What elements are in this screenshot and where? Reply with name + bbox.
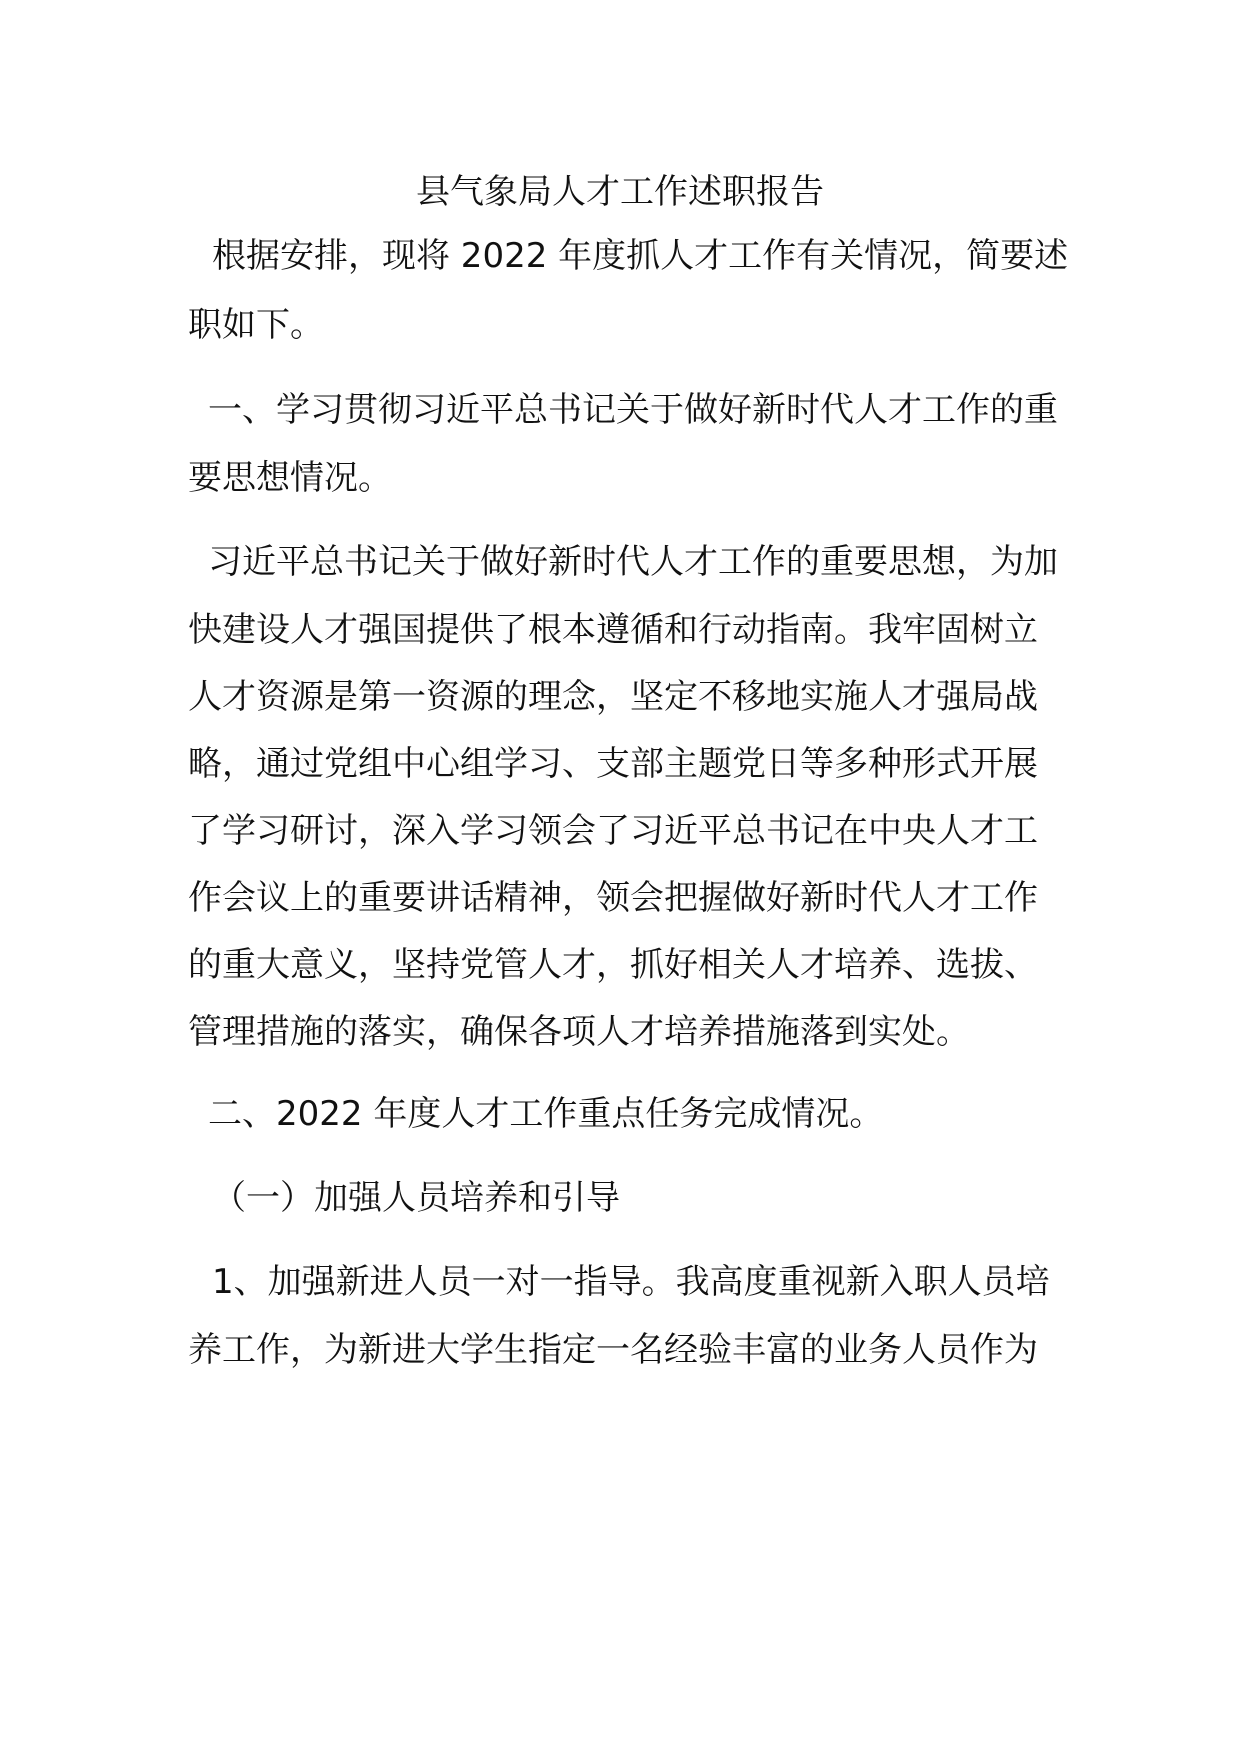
paragraph-line: 养工作，为新进大学生指定一名经验丰富的业务人员作为 <box>188 1330 1038 1370</box>
paragraph-line: 根据安排，现将 2022 年度抓人才工作有关情况，简要述 <box>212 236 1069 276</box>
paragraph-line: 习近平总书记关于做好新时代人才工作的重要思想，为加 <box>208 542 1058 582</box>
paragraph-line: 的重大意义，坚持党管人才，抓好相关人才培养、选拔、 <box>188 945 1038 985</box>
paragraph-line: 作会议上的重要讲话精神，领会把握做好新时代人才工作 <box>188 878 1038 918</box>
paragraph-line: 管理措施的落实，确保各项人才培养措施落到实处。 <box>188 1012 970 1052</box>
paragraph-line: 人才资源是第一资源的理念，坚定不移地实施人才强局战 <box>188 677 1038 717</box>
paragraph-line: 1、加强新进人员一对一指导。我高度重视新入职人员培 <box>212 1262 1050 1302</box>
section-heading-line: 二、2022 年度人才工作重点任务完成情况。 <box>208 1094 884 1134</box>
paragraph-line: 职如下。 <box>188 305 324 345</box>
paragraph-line: 快建设人才强国提供了根本遵循和行动指南。我牢固树立 <box>188 610 1038 650</box>
paragraph-line: 略，通过党组中心组学习、支部主题党日等多种形式开展 <box>188 744 1038 784</box>
section-heading-line: 要思想情况。 <box>188 458 392 498</box>
paragraph-line: 了学习研讨，深入学习领会了习近平总书记在中央人才工 <box>188 811 1038 851</box>
document-title: 县气象局人才工作述职报告 <box>416 172 824 212</box>
subsection-heading-line: （一）加强人员培养和引导 <box>212 1178 620 1218</box>
section-heading-line: 一、学习贯彻习近平总书记关于做好新时代人才工作的重 <box>208 390 1058 430</box>
